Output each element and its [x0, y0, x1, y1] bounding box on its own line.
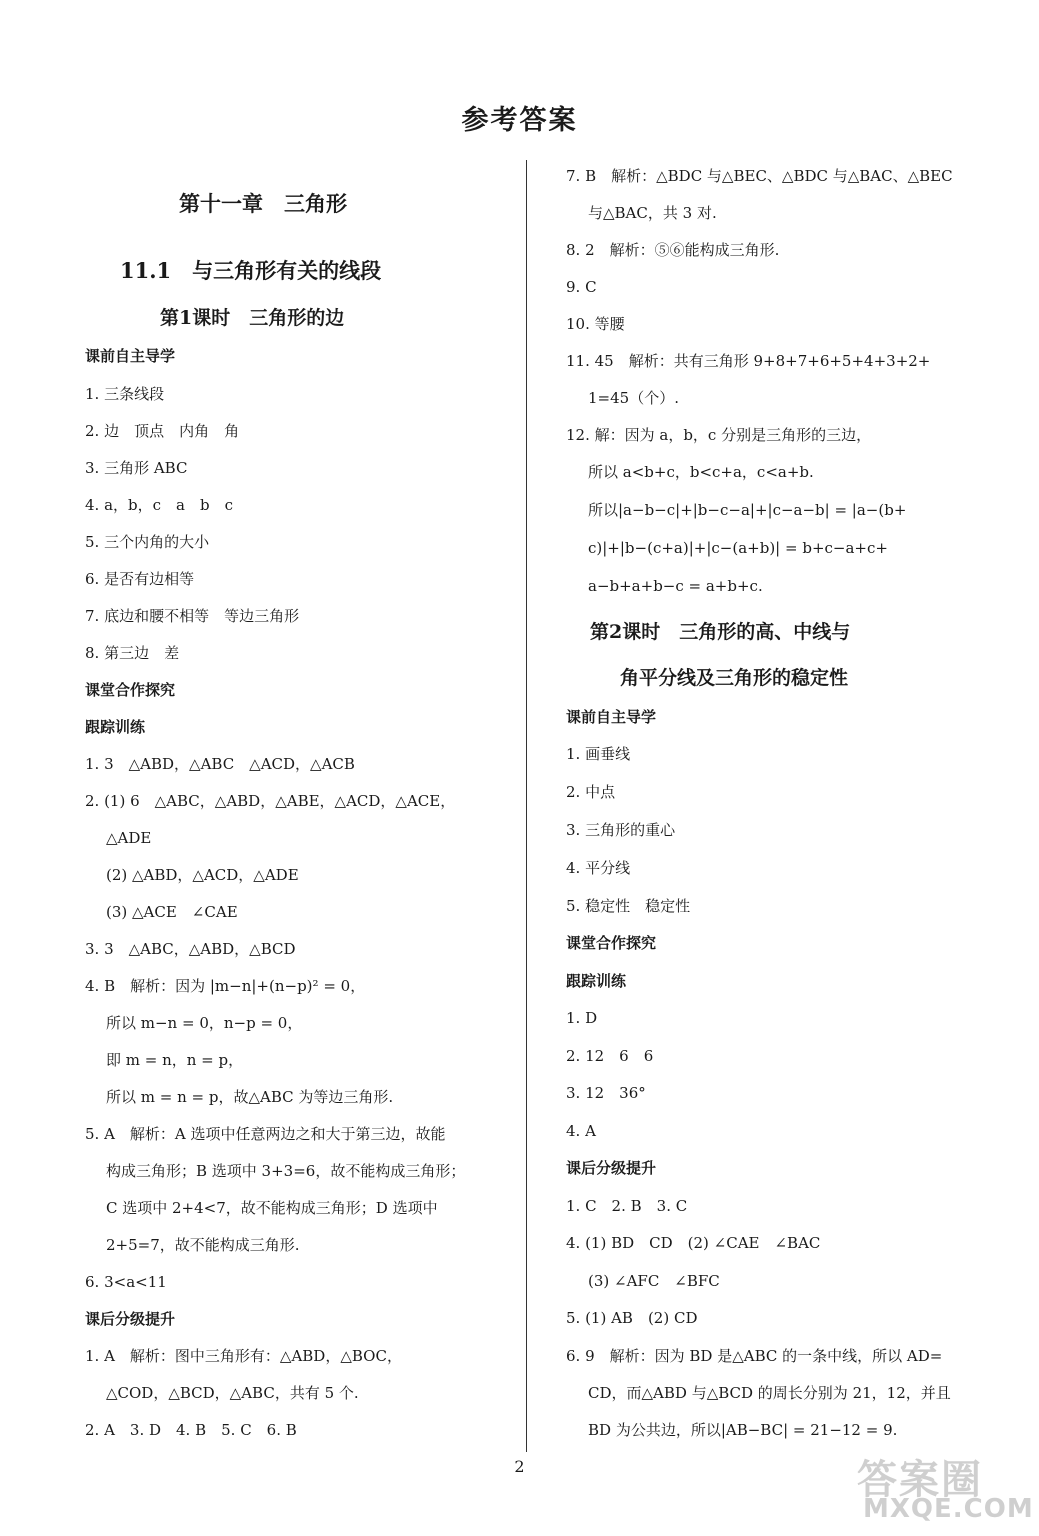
answer-line: 3. 12 36°	[566, 1084, 646, 1102]
answer-line: 1=45（个）.	[588, 389, 679, 407]
label-pre-study: 课前自主导学	[85, 347, 176, 365]
answer-line: 3. 三角形的重心	[566, 821, 676, 839]
answer-line: 7. 底边和腰不相等 等边三角形	[85, 607, 300, 625]
answer-line: 4. 平分线	[566, 859, 631, 877]
answer-line: 2. (1) 6 △ABC，△ABD，△ABE，△ACD，△ACE，	[85, 792, 456, 810]
answer-line: 构成三角形；B 选项中 3+3=6，故不能构成三角形；	[106, 1162, 466, 1180]
answer-line: 5. (1) AB (2) CD	[566, 1309, 698, 1327]
lesson-heading-continued: 角平分线及三角形的稳定性	[620, 667, 849, 689]
page-number: 2	[514, 1457, 525, 1476]
answer-line: 6. 是否有边相等	[85, 570, 195, 588]
watermark-logo-text: 答案圈	[857, 1457, 983, 1503]
label-class-explore: 课堂合作探究	[566, 934, 657, 952]
label-after-class: 课后分级提升	[85, 1310, 176, 1328]
answer-line: 4. B 解析：因为 |m−n|+(n−p)² = 0，	[85, 977, 366, 995]
answer-line: 10. 等腰	[566, 315, 625, 333]
answer-line: CD，而△ABD 与△BCD 的周长分别为 21，12，并且	[588, 1384, 951, 1402]
answer-line: 4. (1) BD CD (2) ∠CAE ∠BAC	[566, 1234, 821, 1252]
answer-line: 5. 稳定性 稳定性	[566, 897, 691, 915]
answer-line: 12. 解：因为 a，b，c 分别是三角形的三边，	[566, 426, 872, 444]
answer-line: c)|+|b−(c+a)|+|c−(a+b)| = b+c−a+c+	[588, 539, 888, 557]
answer-line: 与△BAC，共 3 对.	[588, 204, 717, 222]
watermark-url: MXQE.COM	[863, 1494, 1034, 1524]
answer-line: 2. 边 顶点 内角 角	[85, 422, 240, 440]
answer-line: 4. a，b，c a b c	[85, 496, 233, 514]
answer-line: BD 为公共边，所以|AB−BC| = 21−12 = 9.	[588, 1421, 898, 1439]
answer-line: 即 m = n，n = p，	[106, 1051, 244, 1069]
answer-line: 5. 三个内角的大小	[85, 533, 210, 551]
label-tracking: 跟踪训练	[85, 718, 146, 736]
answer-line: 4. A	[566, 1122, 596, 1140]
answer-line: 2. 12 6 6	[566, 1047, 654, 1065]
answer-line: a−b+a+b−c = a+b+c.	[588, 577, 763, 595]
answer-line: 9. C	[566, 278, 597, 296]
page-title: 参考答案	[461, 105, 578, 136]
answer-line: (3) ∠AFC ∠BFC	[588, 1272, 720, 1290]
answer-line: 所以 m−n = 0，n−p = 0，	[106, 1014, 303, 1032]
answer-line: 8. 2 解析：⑤⑥能构成三角形.	[566, 241, 780, 259]
answer-line: (3) △ACE ∠CAE	[106, 903, 238, 921]
answer-line: 8. 第三边 差	[85, 644, 180, 662]
answer-line: (2) △ABD，△ACD，△ADE	[106, 866, 299, 884]
answer-line: 1. C 2. B 3. C	[566, 1197, 688, 1215]
answer-line: △ADE	[106, 829, 152, 847]
label-pre-study: 课前自主导学	[566, 708, 657, 726]
section-heading: 11.1 与三角形有关的线段	[120, 258, 382, 283]
lesson-heading: 第1课时 三角形的边	[160, 307, 345, 329]
watermark-logo	[857, 1448, 1034, 1528]
answer-line: 所以|a−b−c|+|b−c−a|+|c−a−b| = |a−(b+	[588, 501, 907, 519]
label-class-explore: 课堂合作探究	[85, 681, 176, 699]
answer-line: C 选项中 2+4<7，故不能构成三角形；D 选项中	[106, 1199, 438, 1217]
answer-line: 所以 m = n = p，故△ABC 为等边三角形.	[106, 1088, 394, 1106]
answer-line: 3. 三角形 ABC	[85, 459, 188, 477]
lesson-heading: 第2课时 三角形的高、中线与	[590, 621, 851, 643]
answer-line: 1. D	[566, 1009, 598, 1027]
answer-line: △COD，△BCD，△ABC，共有 5 个.	[106, 1384, 359, 1402]
answer-line: 11. 45 解析：共有三角形 9+8+7+6+5+4+3+2+	[566, 352, 931, 370]
answer-line: 6. 3<a<11	[85, 1273, 167, 1291]
answer-line: 2. 中点	[566, 783, 616, 801]
label-tracking: 跟踪训练	[566, 972, 627, 990]
answer-line: 7. B 解析：△BDC 与△BEC、△BDC 与△BAC、△BEC	[566, 167, 953, 185]
column-divider	[526, 160, 527, 1452]
answer-line: 1. 画垂线	[566, 745, 631, 763]
answer-line: 2. A 3. D 4. B 5. C 6. B	[85, 1421, 297, 1439]
answer-line: 所以 a<b+c，b<c+a，c<a+b.	[588, 463, 814, 481]
answer-line: 1. A 解析：图中三角形有：△ABD，△BOC，	[85, 1347, 402, 1365]
answer-line: 6. 9 解析：因为 BD 是△ABC 的一条中线，所以 AD=	[566, 1347, 943, 1365]
answer-line: 3. 3 △ABC，△ABD，△BCD	[85, 940, 296, 958]
label-after-class: 课后分级提升	[566, 1159, 657, 1177]
answer-line: 1. 3 △ABD，△ABC △ACD，△ACB	[85, 755, 355, 773]
chapter-heading: 第十一章 三角形	[179, 191, 347, 216]
answer-line: 1. 三条线段	[85, 385, 165, 403]
answer-line: 2+5=7，故不能构成三角形.	[106, 1236, 300, 1254]
answer-line: 5. A 解析：A 选项中任意两边之和大于第三边，故能	[85, 1125, 446, 1143]
